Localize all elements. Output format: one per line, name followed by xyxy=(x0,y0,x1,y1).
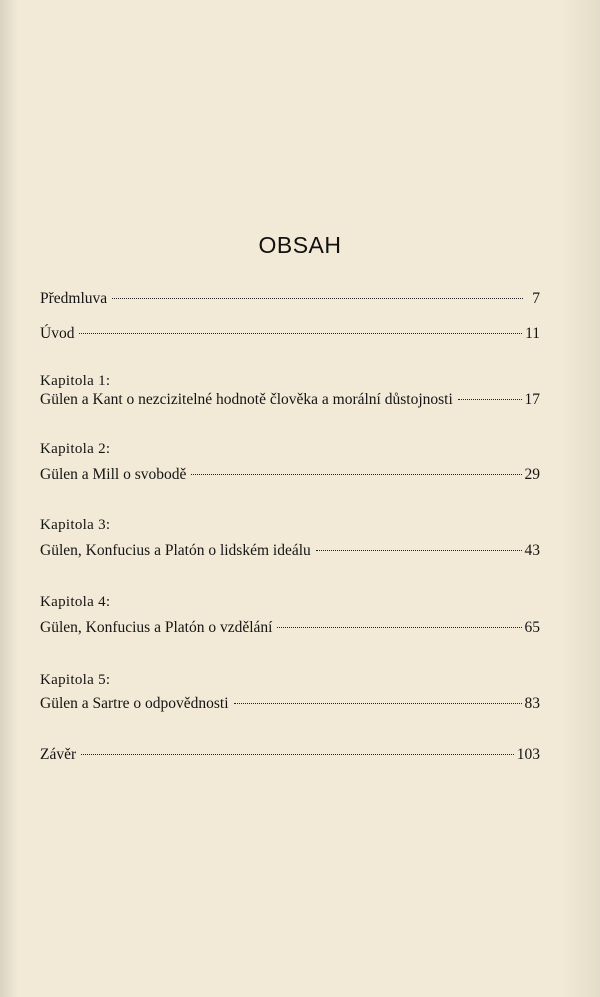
toc-entry-title: Závěr xyxy=(40,746,77,763)
toc-entry-title: Gülen a Mill o svobodě xyxy=(40,466,187,483)
toc-entry-chapter-4[interactable] xyxy=(40,618,540,638)
toc-entry-page: 17 xyxy=(524,391,540,408)
toc-entry-page: 83 xyxy=(524,695,540,712)
toc-entry-page: 43 xyxy=(524,542,540,559)
table-of-contents xyxy=(40,0,540,997)
dot-leader xyxy=(316,550,522,551)
toc-entry-predmluva[interactable] xyxy=(40,289,540,309)
toc-entry-page: 29 xyxy=(524,466,540,483)
toc-entry-title: Úvod xyxy=(40,325,75,342)
dot-leader xyxy=(234,703,522,704)
toc-entry-page: 65 xyxy=(524,619,540,636)
chapter-label-5: Kapitola 5: xyxy=(40,672,111,688)
toc-entry-title: Gülen a Sartre o odpovědnosti xyxy=(40,695,229,712)
dot-leader xyxy=(112,298,523,299)
toc-entry-page: 11 xyxy=(525,325,540,342)
dot-leader xyxy=(458,399,522,400)
dot-leader xyxy=(79,333,522,334)
toc-entry-title: Gülen a Kant o nezcizitelné hodnotě člověka a morální důstojnosti xyxy=(40,391,453,408)
toc-entry-zaver[interactable] xyxy=(40,745,540,765)
dot-leader xyxy=(277,627,521,628)
toc-entry-chapter-2[interactable] xyxy=(40,465,540,485)
toc-entry-title: Předmluva xyxy=(40,290,108,307)
toc-heading: OBSAH xyxy=(258,232,342,258)
toc-entry-page: 7 xyxy=(532,290,540,307)
chapter-label-1: Kapitola 1: xyxy=(40,373,111,389)
toc-entry-title: Gülen, Konfucius a Platón o lidském ideálu xyxy=(40,542,311,559)
dot-leader xyxy=(81,754,514,755)
chapter-label-4: Kapitola 4: xyxy=(40,594,111,610)
toc-entry-chapter-3[interactable] xyxy=(40,541,540,561)
toc-entry-chapter-1[interactable] xyxy=(40,390,540,410)
toc-entry-uvod[interactable] xyxy=(40,324,540,344)
toc-entry-title: Gülen, Konfucius a Platón o vzdělání xyxy=(40,619,273,636)
chapter-label-3: Kapitola 3: xyxy=(40,517,111,533)
chapter-label-2: Kapitola 2: xyxy=(40,441,111,457)
dot-leader xyxy=(191,474,521,475)
toc-entry-page: 103 xyxy=(516,746,540,763)
toc-entry-chapter-5[interactable] xyxy=(40,694,540,714)
